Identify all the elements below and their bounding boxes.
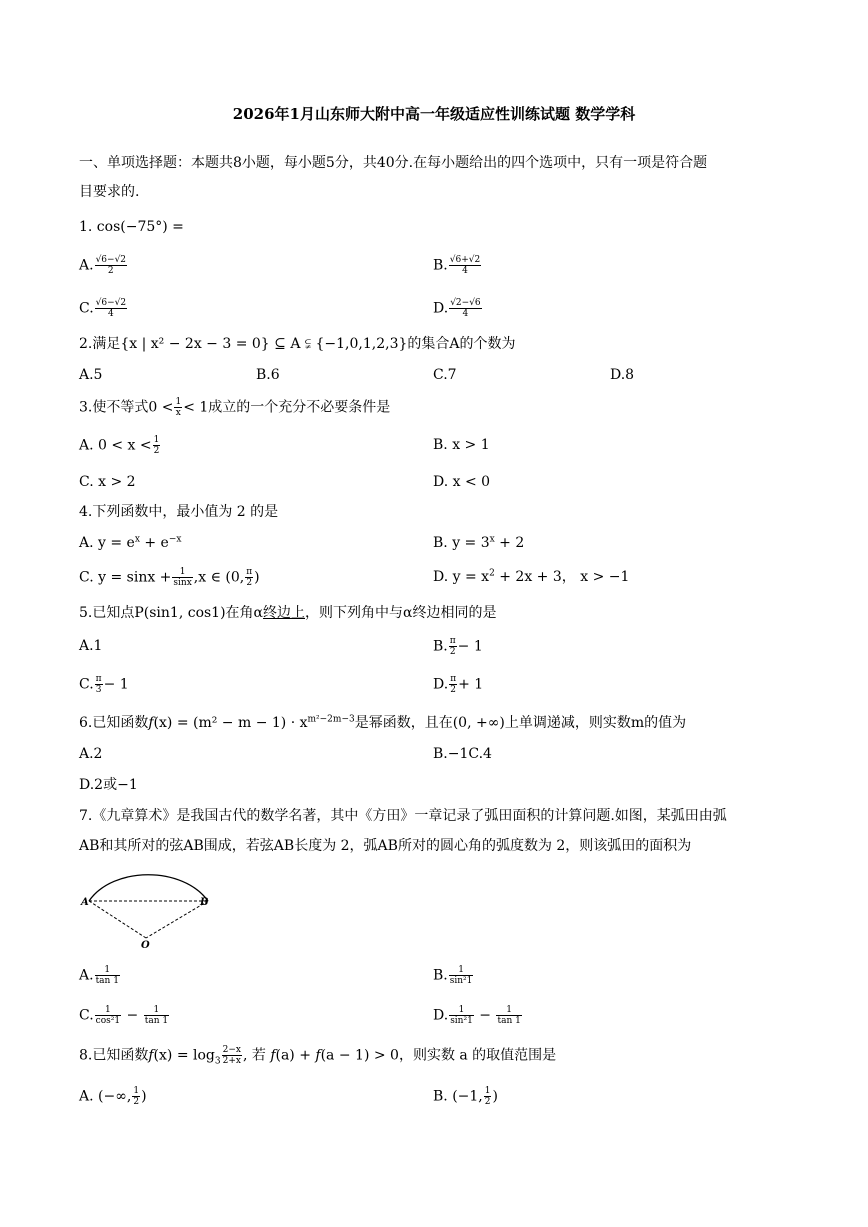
fraction: $\frac{√6-√2}{4}$ [95, 298, 127, 319]
fraction: $\frac{1}{2}$ [153, 435, 160, 456]
fraction: $\frac{1}{\text{cos²1}}$ [95, 1005, 121, 1026]
arc-ab [89, 875, 208, 901]
fraction: $\frac{1}{\tan 1}$ [95, 965, 119, 986]
radius-bo [146, 901, 208, 938]
fraction: $\frac{2-x}{2+x}$ [222, 1045, 241, 1066]
fraction: $\frac{1}{\tan 1}$ [497, 1005, 521, 1026]
q1-option-b [433, 255, 482, 276]
option-label: C. [79, 300, 94, 317]
q3-option-b: B. x > 1 [433, 437, 490, 453]
fraction: $\frac{1}{\text{sin²1}}$ [450, 1005, 473, 1026]
fraction: $\frac{√6-√2}{2}$ [95, 255, 127, 276]
q3-option-a: A. 0 < x < $\frac{1}{2}$ [79, 435, 160, 456]
fraction: $\frac{\pi}{3}$ [95, 674, 102, 695]
fraction: $\frac{1}{2}$ [484, 1086, 491, 1107]
page-title: 2026年1月山东师大附中高一年级适应性训练试题 数学学科 [232, 105, 636, 123]
q4-option-c: C. y = sinx + $\frac{1}{\sin x}$ ,x ∈ (0, $\frac{\pi}{2}$ ) [79, 567, 260, 588]
q7-option-c: C. $\frac{1}{\text{cos²1}}$ − $\frac{1}{\tan 1}$ [79, 1005, 169, 1026]
q5-option-a: A.1 [79, 638, 103, 654]
q2-option-c: C.7 [433, 367, 457, 383]
q2-option-a: A.5 [79, 367, 103, 383]
q1-option-c [79, 298, 128, 319]
q2-stem: 2.满足{x | x² − 2x − 3 = 0} ⊆ A ⫋ {−1,0,1,2,3}的集合A的个数为 [79, 336, 516, 352]
q8-option-b: B. (−1, $\frac{1}{2}$ ) [433, 1086, 498, 1107]
q7-stem-line1: 7.《九章算术》是我国古代的数学名著，其中《方田》一章记录了弧田面积的计算问题.如图，某弧田由弧 [79, 808, 727, 824]
option-label: A. [79, 257, 94, 274]
q8-stem: 8.已知函数$f(x) = \log_3$ $\frac{2-x}{2+x}$ , 若 f(a) + f(a − 1) > 0，则实数 a 的取值范围是 [79, 1045, 557, 1067]
label-a: A [81, 897, 89, 908]
q7-option-a: A. $\frac{1}{\tan 1}$ [79, 965, 119, 986]
option-label: B. [433, 257, 448, 274]
label-b: B [200, 897, 209, 908]
fraction: $\frac{1}{\sin x}$ [173, 567, 192, 588]
q7-option-b: B. $\frac{1}{\text{sin²1}}$ [433, 965, 473, 986]
fraction: $\frac{\pi}{2}$ [450, 674, 457, 695]
q3-stem: 3.使不等式0 < $\frac{1}{x}$ < 1成立的一个充分不必要条件是 [79, 397, 391, 418]
section-instructions-cont: 目要求的. [79, 184, 140, 200]
fraction: $\frac{1}{x}$ [175, 397, 182, 418]
q2-option-d: D.8 [610, 367, 635, 383]
q4-option-d: D. $y = x^2 + 2x + 3$， x > −1 [433, 568, 630, 585]
q3-option-d: D. x < 0 [433, 474, 491, 490]
option-label: D. [433, 300, 449, 317]
label-o: O [141, 940, 150, 950]
q5-option-b: B. $\frac{\pi}{2}$ − 1 [433, 636, 483, 657]
q2-option-b: B.6 [256, 367, 280, 383]
q7-stem-line2: AB和其所对的弦AB围成，若弦AB长度为 2，弧AB所对的圆心角的弧度数为 2，则该弧田的面积为 [79, 838, 692, 854]
radius-ao [89, 901, 146, 938]
fraction: $\frac{\pi}{2}$ [246, 567, 253, 588]
fraction: $\frac{\pi}{2}$ [449, 636, 456, 657]
fraction: $\frac{1}{\tan 1}$ [144, 1005, 169, 1026]
arc-field-figure [78, 868, 218, 950]
q4-stem: 4.下列函数中，最小值为 2 的是 [79, 504, 279, 520]
q1-stem: 1. cos(−75°) = [79, 219, 184, 235]
q5-option-d: D. $\frac{\pi}{2}$ + 1 [433, 674, 484, 695]
q8-option-a: A. (−∞, $\frac{1}{2}$ ) [79, 1086, 147, 1107]
fraction: $\frac{√2-√6}{4}$ [450, 298, 481, 319]
q1-option-d [433, 298, 483, 319]
q1-option-a [79, 255, 128, 276]
section-instructions: 一、单项选择题：本题共8小题，每小题5分，共40分.在每小题给出的四个选项中，只有一项是符合题 [79, 155, 708, 171]
q6-option-a: A.2 [79, 746, 103, 762]
q7-option-d: D. $\frac{1}{\text{sin²1}}$ − $\frac{1}{\tan 1}$ [433, 1005, 521, 1026]
q6-stem: 6.已知函数$f(x) = (m^2 - m - 1) \cdot x^{m^2-2m-3}$是幂函数，且在(0, +∞)上单调递减，则实数m的值为 [79, 714, 687, 731]
q4-option-b: B. $y = 3^x + 2$ [433, 534, 525, 551]
q5-stem: 5.已知点P(sin1, cos1)在角α终边上，则下列角中与α终边相同的是 [79, 605, 497, 621]
q6-option-d: D.2或−1 [79, 777, 138, 793]
q6-option-bc: B.−1C.4 [433, 746, 492, 762]
q3-option-c: C. x > 2 [79, 474, 136, 490]
q5-option-c: C. $\frac{\pi}{3}$ − 1 [79, 674, 129, 695]
fraction: $\frac{1}{2}$ [133, 1086, 140, 1107]
fraction: $\frac{1}{\text{sin²1}}$ [449, 965, 473, 986]
fraction: $\frac{√6+√2}{4}$ [449, 255, 481, 276]
q4-option-a: A. $y = e^x + e^{-x}$ [79, 534, 182, 551]
